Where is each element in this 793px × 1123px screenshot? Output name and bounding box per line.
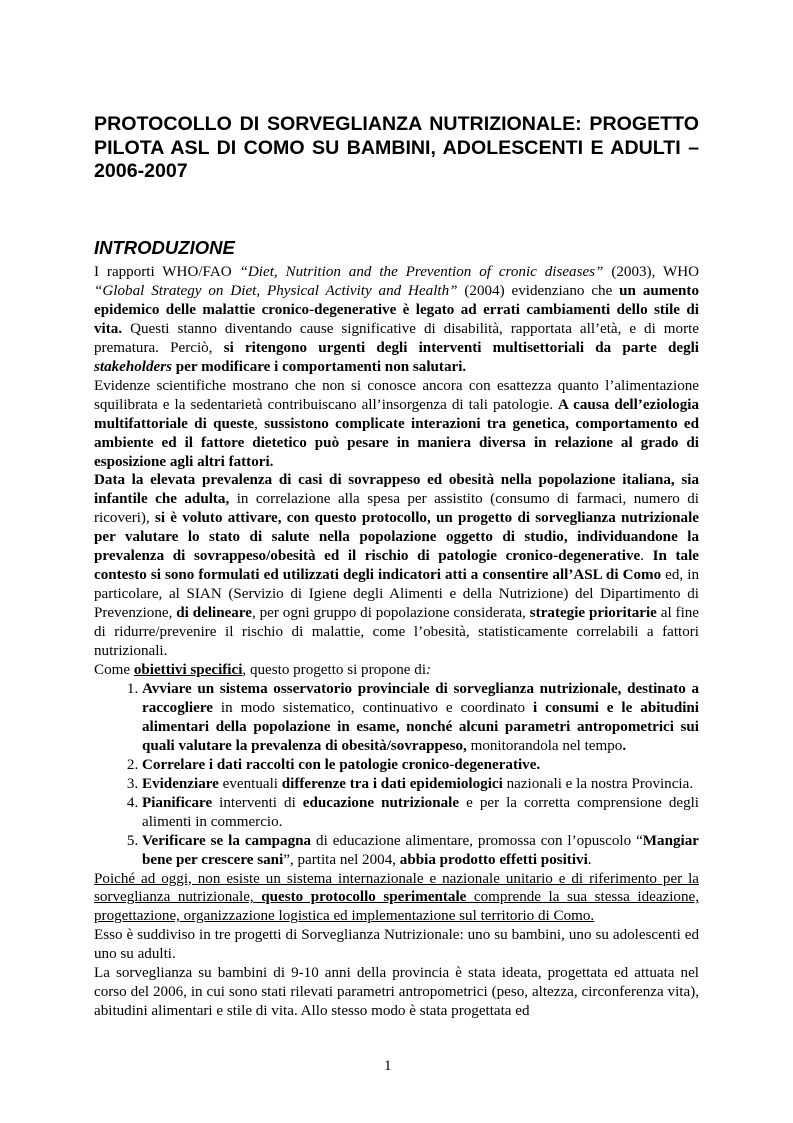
- p1-text-1: I rapporti WHO/FAO: [94, 264, 240, 280]
- p3-bold-1: Data la elevata prevalenza di casi di sovrappeso ed obesità nella popolazione italiana, sia infantile che adulta,: [94, 472, 699, 508]
- paragraph-children-survey: La sorveglianza su bambini di 9-10 anni della provincia è stata ideata, progettata ed attuata nel corso del 2006, in cui sono stati rilevati parametri antropometrici (peso, altezza, circonferenza vita), abitudini alimentari e stile di vita. Allo stesso modo è stata progettata ed: [94, 965, 699, 1020]
- li4-bold-2: educazione nutrizionale: [302, 794, 460, 811]
- paragraph-prevalence: [94, 471, 699, 661]
- list-item: [142, 756, 699, 775]
- li5-text-1: di educazione alimentare, promossa con l’opuscolo “: [311, 832, 643, 849]
- p3-bold-3: In tale contesto si sono formulati ed utilizzati degli indicatori atti a consentire all’ASL di Como: [94, 548, 699, 584]
- li1-text-2: monitorandola nel tempo: [466, 737, 623, 754]
- paragraph-scientific-evidence: [94, 377, 699, 472]
- li3-text-2: nazionali e la nostra Provincia.: [502, 775, 694, 792]
- paragraph-no-system: [94, 870, 699, 927]
- list-item: [142, 680, 699, 756]
- p3-text-3: ed, in particolare, al SIAN (Servizio di Igiene degli Alimenti e della Nutrizione) del Dipartimento di Prevenzione,: [94, 567, 699, 622]
- p1-bold-1: un aumento epidemico delle malattie cronico-degenerative è legato ad errati cambiamenti dello stile di vita.: [94, 282, 700, 337]
- li1-bold-2: i consumi e le abitudini alimentari della popolazione in esame, nonché alcuni parametri antropometrici sui quali valutare la prevalenza di obesità/sovrappeso,: [142, 699, 699, 754]
- p1-text-3: (2004) evidenziano che: [457, 282, 620, 299]
- list-item: [142, 832, 699, 870]
- p3-text-4: , per ogni gruppo di popolazione considerata,: [251, 605, 530, 622]
- p4-text-2: , questo progetto si propone di: [242, 662, 427, 679]
- li1-bold-1: Avviare un sistema osservatorio provinciale di sorveglianza nutrizionale, destinato a raccogliere: [142, 680, 699, 716]
- p3-bold-2: si è voluto attivare, con questo protocollo, un progetto di sorveglianza nutrizionale per valutare lo stato di salute nella popolazione oggetto di studio, individuandone la prevalenza di sovrappeso/obesità ed il rischio di patologie cronico-degenerative: [94, 510, 699, 565]
- paragraph-who-reports: [94, 263, 699, 377]
- p1-text-4: Questi stanno diventando cause significative di disabilità, rapportata all’età, e di morte prematura. Perciò,: [94, 320, 699, 356]
- li4-text-1: interventi di: [212, 794, 303, 811]
- p2-text-2: ,: [254, 415, 265, 432]
- li2-bold-1: Correlare i dati raccolti con le patologie cronico-degenerative.: [142, 756, 541, 773]
- p3-text-5: al fine di ridurre/prevenire il rischio di malattie, come l’obesità, statisticamente correlabili a fattori nutrizionali.: [94, 605, 700, 660]
- li1-bold-3: .: [622, 737, 627, 754]
- li3-bold-2: differenze tra i dati epidemiologici: [281, 775, 503, 792]
- li3-text-1: eventuali: [218, 775, 282, 792]
- p1-bold-italic: stakeholders: [94, 358, 172, 375]
- p3-bold-4: di delineare: [176, 605, 252, 622]
- p4-text-1: Come: [94, 662, 134, 679]
- li1-text-1: in modo sistematico, continuativo e coordinato: [212, 699, 534, 716]
- objectives-list: [94, 680, 699, 870]
- p2-text-1: Evidenze scientifiche mostrano che non si conosce ancora con esattezza quanto l’alimentazione squilibrata e la sedentarietà contribuiscano all’insorgenza di tali patologie.: [94, 377, 699, 413]
- p3-text-2: .: [640, 548, 653, 565]
- li5-bold-2: Mangiar bene per crescere sani: [142, 832, 699, 868]
- p2-bold-2: sussistono complicate interazioni tra genetica, comportamento ed ambiente ed il fattore dietetico può pesare in maniera diversa in relazione al grado di esposizione agli altri fattori.: [94, 415, 700, 470]
- p1-report-title-1: “Diet, Nutrition and the Prevention of cronic diseases”: [239, 264, 604, 280]
- document-title: PROTOCOLLO DI SORVEGLIANZA NUTRIZIONALE: PROGETTO PILOTA ASL DI COMO SU BAMBINI, ADOLESCENTI E ADULTI – 2006-2007: [94, 113, 699, 183]
- section-heading-introduzione: INTRODUZIONE: [94, 237, 235, 258]
- li5-bold-3: abbia prodotto effetti positivi: [399, 851, 588, 868]
- p4-bold-underline: obiettivi specifici: [133, 662, 243, 679]
- p2-bold-1: A causa dell’eziologia multifattoriale di queste: [94, 396, 699, 432]
- li5-bold-1: Verificare se la campagna: [142, 832, 312, 849]
- p1-bold-3: per modificare i comportamenti non salutari.: [172, 358, 467, 375]
- p1-text-2: (2003), WHO: [603, 264, 700, 280]
- li4-bold-1: Pianificare: [142, 794, 213, 811]
- li5-text-3: .: [587, 851, 592, 868]
- li5-text-2: ”, partita nel 2004,: [283, 851, 400, 868]
- introduction-body: [94, 263, 699, 1021]
- p5-bold-1: questo protocollo sperimentale: [261, 889, 467, 906]
- p4-italic-colon: :: [426, 662, 432, 679]
- li4-text-2: e per la corretta comprensione degli alimenti in commercio.: [142, 794, 700, 830]
- paragraph-objectives-intro: [94, 661, 699, 680]
- p1-report-title-2: “Global Strategy on Diet, Physical Activity and Health”: [94, 282, 458, 299]
- list-item: [142, 775, 699, 794]
- page-number: 1: [384, 1058, 392, 1074]
- li3-bold-1: Evidenziare: [142, 775, 219, 792]
- p1-bold-2: si ritengono urgenti degli interventi multisettoriali da parte degli: [223, 339, 700, 356]
- p5-text-2: comprende la sua stessa ideazione, progettazione, organizzazione logistica ed implementazione sul territorio di Como.: [94, 889, 699, 925]
- p3-bold-5: strategie prioritarie: [529, 605, 657, 622]
- paragraph-three-projects: Esso è suddiviso in tre progetti di Sorveglianza Nutrizionale: uno su bambini, uno su adolescenti ed uno su adulti.: [94, 927, 699, 963]
- list-item: [142, 794, 699, 832]
- p5-text-1: Poiché ad oggi, non esiste un sistema internazionale e nazionale unitario e di riferimento per la sorveglianza nutrizionale,: [94, 870, 699, 906]
- p3-text-1: in correlazione alla spesa per assistito (consumo di farmaci, numero di ricoveri),: [94, 491, 699, 527]
